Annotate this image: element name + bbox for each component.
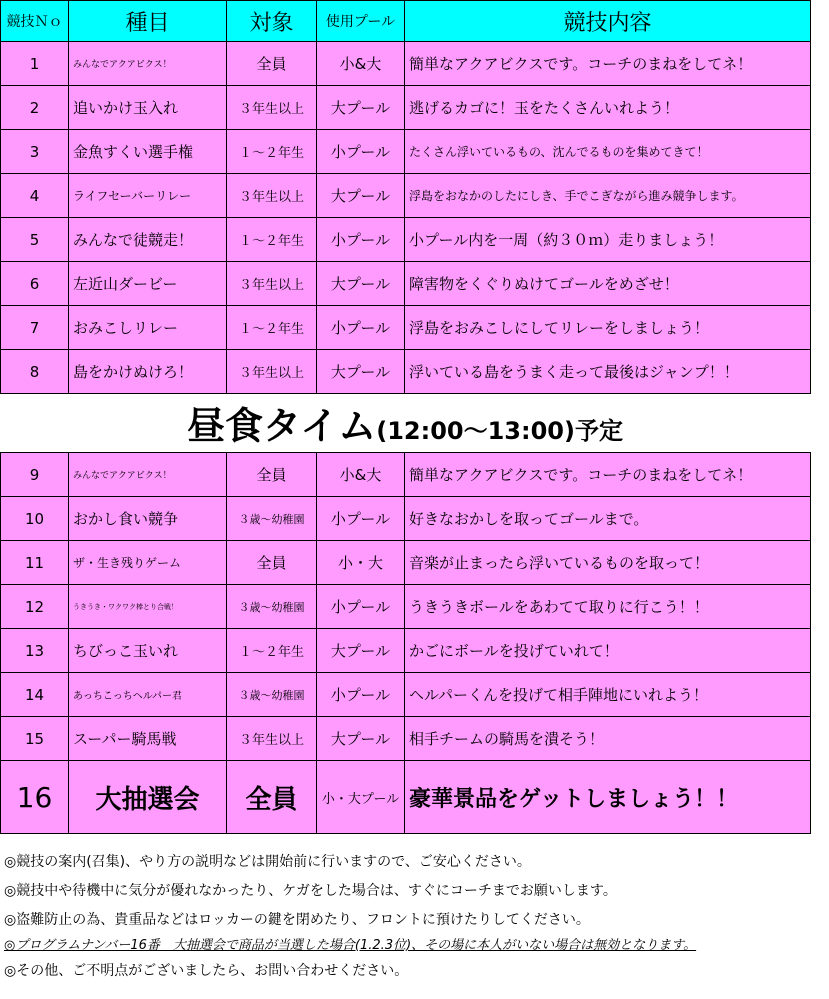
row-no: 4 (1, 174, 69, 218)
table-row (1, 218, 811, 262)
lunch-time: (12:00～13:00)予定 (376, 417, 623, 445)
row-event: ライフセーバーリレー (69, 174, 227, 218)
table-row (1, 761, 811, 834)
table-header (1, 1, 811, 42)
row-pool: 小プール (317, 306, 405, 350)
row-pool: 大プール (317, 262, 405, 306)
row-no: 1 (1, 42, 69, 86)
table-row (1, 585, 811, 629)
row-target: 全員 (227, 761, 317, 834)
lunch-break-heading (0, 400, 810, 452)
row-event: 金魚すくい選手権 (69, 130, 227, 174)
row-no: 14 (1, 673, 69, 717)
row-event: 左近山ダービー (69, 262, 227, 306)
row-no: 2 (1, 86, 69, 130)
row-pool: 小プール (317, 673, 405, 717)
row-event: 島をかけぬけろ！ (69, 350, 227, 394)
row-target: ３歳～幼稚園 (227, 585, 317, 629)
row-target: ３歳～幼稚園 (227, 673, 317, 717)
table-row (1, 717, 811, 761)
row-content: うきうきボールをあわてて取りに行こう！！ (405, 585, 811, 629)
row-pool: 小プール (317, 218, 405, 262)
row-target: 全員 (227, 541, 317, 585)
row-event: あっちこっちヘルパー君 (69, 673, 227, 717)
row-target: ３年生以上 (227, 262, 317, 306)
header-target: 対象 (227, 1, 317, 42)
row-no: 3 (1, 130, 69, 174)
table-row (1, 350, 811, 394)
row-event: スーパー騎馬戦 (69, 717, 227, 761)
note-item: ◎競技中や待機中に気分が優れなかったり、ケガをした場合は、すぐにコーチまでお願いします。 (4, 883, 617, 899)
row-no: 5 (1, 218, 69, 262)
row-target: ３年生以上 (227, 86, 317, 130)
row-no: 7 (1, 306, 69, 350)
table-row (1, 306, 811, 350)
row-target: ３年生以上 (227, 174, 317, 218)
row-no: 8 (1, 350, 69, 394)
table-row (1, 453, 811, 497)
row-target: ３年生以上 (227, 350, 317, 394)
row-pool: 大プール (317, 350, 405, 394)
row-event: みんなで徒競走！ (69, 218, 227, 262)
row-event: 大抽選会 (69, 761, 227, 834)
row-content: 逃げるカゴに！玉をたくさんいれよう！ (405, 86, 811, 130)
header-pool: 使用プール (317, 1, 405, 42)
row-event: うきうき・ワクワク棒とり合戦！ (69, 585, 227, 629)
row-no: 16 (1, 761, 69, 834)
row-no: 11 (1, 541, 69, 585)
row-content: たくさん浮いているもの、沈んでるものを集めてきて！ (405, 130, 811, 174)
row-content: 小プール内を一周（約３０ｍ）走りましょう！ (405, 218, 811, 262)
row-content: 障害物をくぐりぬけてゴールをめざせ！ (405, 262, 811, 306)
row-target: ３歳～幼稚園 (227, 497, 317, 541)
row-no: 10 (1, 497, 69, 541)
table-row (1, 130, 811, 174)
note-item-lottery: ◎プログラムナンバー16番 大抽選会で商品が当選した場合(1.2.3位)、その場に本人がいない場合は無効となります。 (4, 938, 697, 953)
row-event: 追いかけ玉入れ (69, 86, 227, 130)
row-content: ヘルパーくんを投げて相手陣地にいれよう！ (405, 673, 811, 717)
row-pool: 大プール (317, 174, 405, 218)
notes-section (4, 848, 819, 986)
program-table-morning (0, 0, 811, 394)
note-item: ◎競技の案内(召集)、やり方の説明などは開始前に行いますので、ご安心ください。 (4, 854, 531, 870)
header-event: 種目 (69, 1, 227, 42)
row-event: おかし食い競争 (69, 497, 227, 541)
row-content: 簡単なアクアビクスです。コーチのまねをしてネ！ (405, 42, 811, 86)
row-target: ３年生以上 (227, 717, 317, 761)
header-content: 競技内容 (405, 1, 811, 42)
row-target: １～２年生 (227, 629, 317, 673)
row-content: 好きなおかしを取ってゴールまで。 (405, 497, 811, 541)
row-content: 浮島をおみこしにしてリレーをしましょう！ (405, 306, 811, 350)
row-content: 音楽が止まったら浮いているものを取って！ (405, 541, 811, 585)
row-target: １～２年生 (227, 130, 317, 174)
row-pool: 小プール (317, 497, 405, 541)
row-content: 豪華景品をゲットしましょう！！ (405, 761, 811, 834)
note-item: ◎盗難防止の為、貴重品などはロッカーの鍵を閉めたり、フロントに預けたりしてください。 (4, 912, 590, 928)
row-event: ちびっこ玉いれ (69, 629, 227, 673)
table-row (1, 629, 811, 673)
program-table-afternoon (0, 452, 811, 834)
row-pool: 小・大プール (317, 761, 405, 834)
row-content: 浮いている島をうまく走って最後はジャンプ！！ (405, 350, 811, 394)
lunch-label: 昼食タイム (187, 404, 377, 448)
row-target: 全員 (227, 453, 317, 497)
row-no: 12 (1, 585, 69, 629)
row-no: 6 (1, 262, 69, 306)
row-pool: 小・大 (317, 541, 405, 585)
row-event: ザ・生き残りゲーム (69, 541, 227, 585)
row-no: 13 (1, 629, 69, 673)
row-pool: 小プール (317, 130, 405, 174)
row-target: 全員 (227, 42, 317, 86)
table-row (1, 42, 811, 86)
row-content: かごにボールを投げていれて！ (405, 629, 811, 673)
table-row (1, 86, 811, 130)
header-no: 競技Ｎｏ (1, 1, 69, 42)
row-target: １～２年生 (227, 306, 317, 350)
row-pool: 大プール (317, 629, 405, 673)
row-pool: 小プール (317, 585, 405, 629)
row-no: 9 (1, 453, 69, 497)
row-pool: 大プール (317, 717, 405, 761)
row-content: 簡単なアクアビクスです。コーチのまねをしてネ！ (405, 453, 811, 497)
row-pool: 小&大 (317, 42, 405, 86)
note-item: ◎その他、ご不明点がございましたら、お問い合わせください。 (4, 963, 409, 979)
row-event: おみこしリレー (69, 306, 227, 350)
row-target: １～２年生 (227, 218, 317, 262)
row-event: みんなでアクアビクス！ (69, 453, 227, 497)
row-content: 相手チームの騎馬を潰そう！ (405, 717, 811, 761)
row-event: みんなでアクアビクス！ (69, 42, 227, 86)
table-row (1, 497, 811, 541)
row-no: 15 (1, 717, 69, 761)
row-pool: 大プール (317, 86, 405, 130)
table-row (1, 174, 811, 218)
row-pool: 小&大 (317, 453, 405, 497)
row-content: 浮島をおなかのしたにしき、手でこぎながら進み競争します。 (405, 174, 811, 218)
table-row (1, 541, 811, 585)
table-row (1, 262, 811, 306)
table-row (1, 673, 811, 717)
